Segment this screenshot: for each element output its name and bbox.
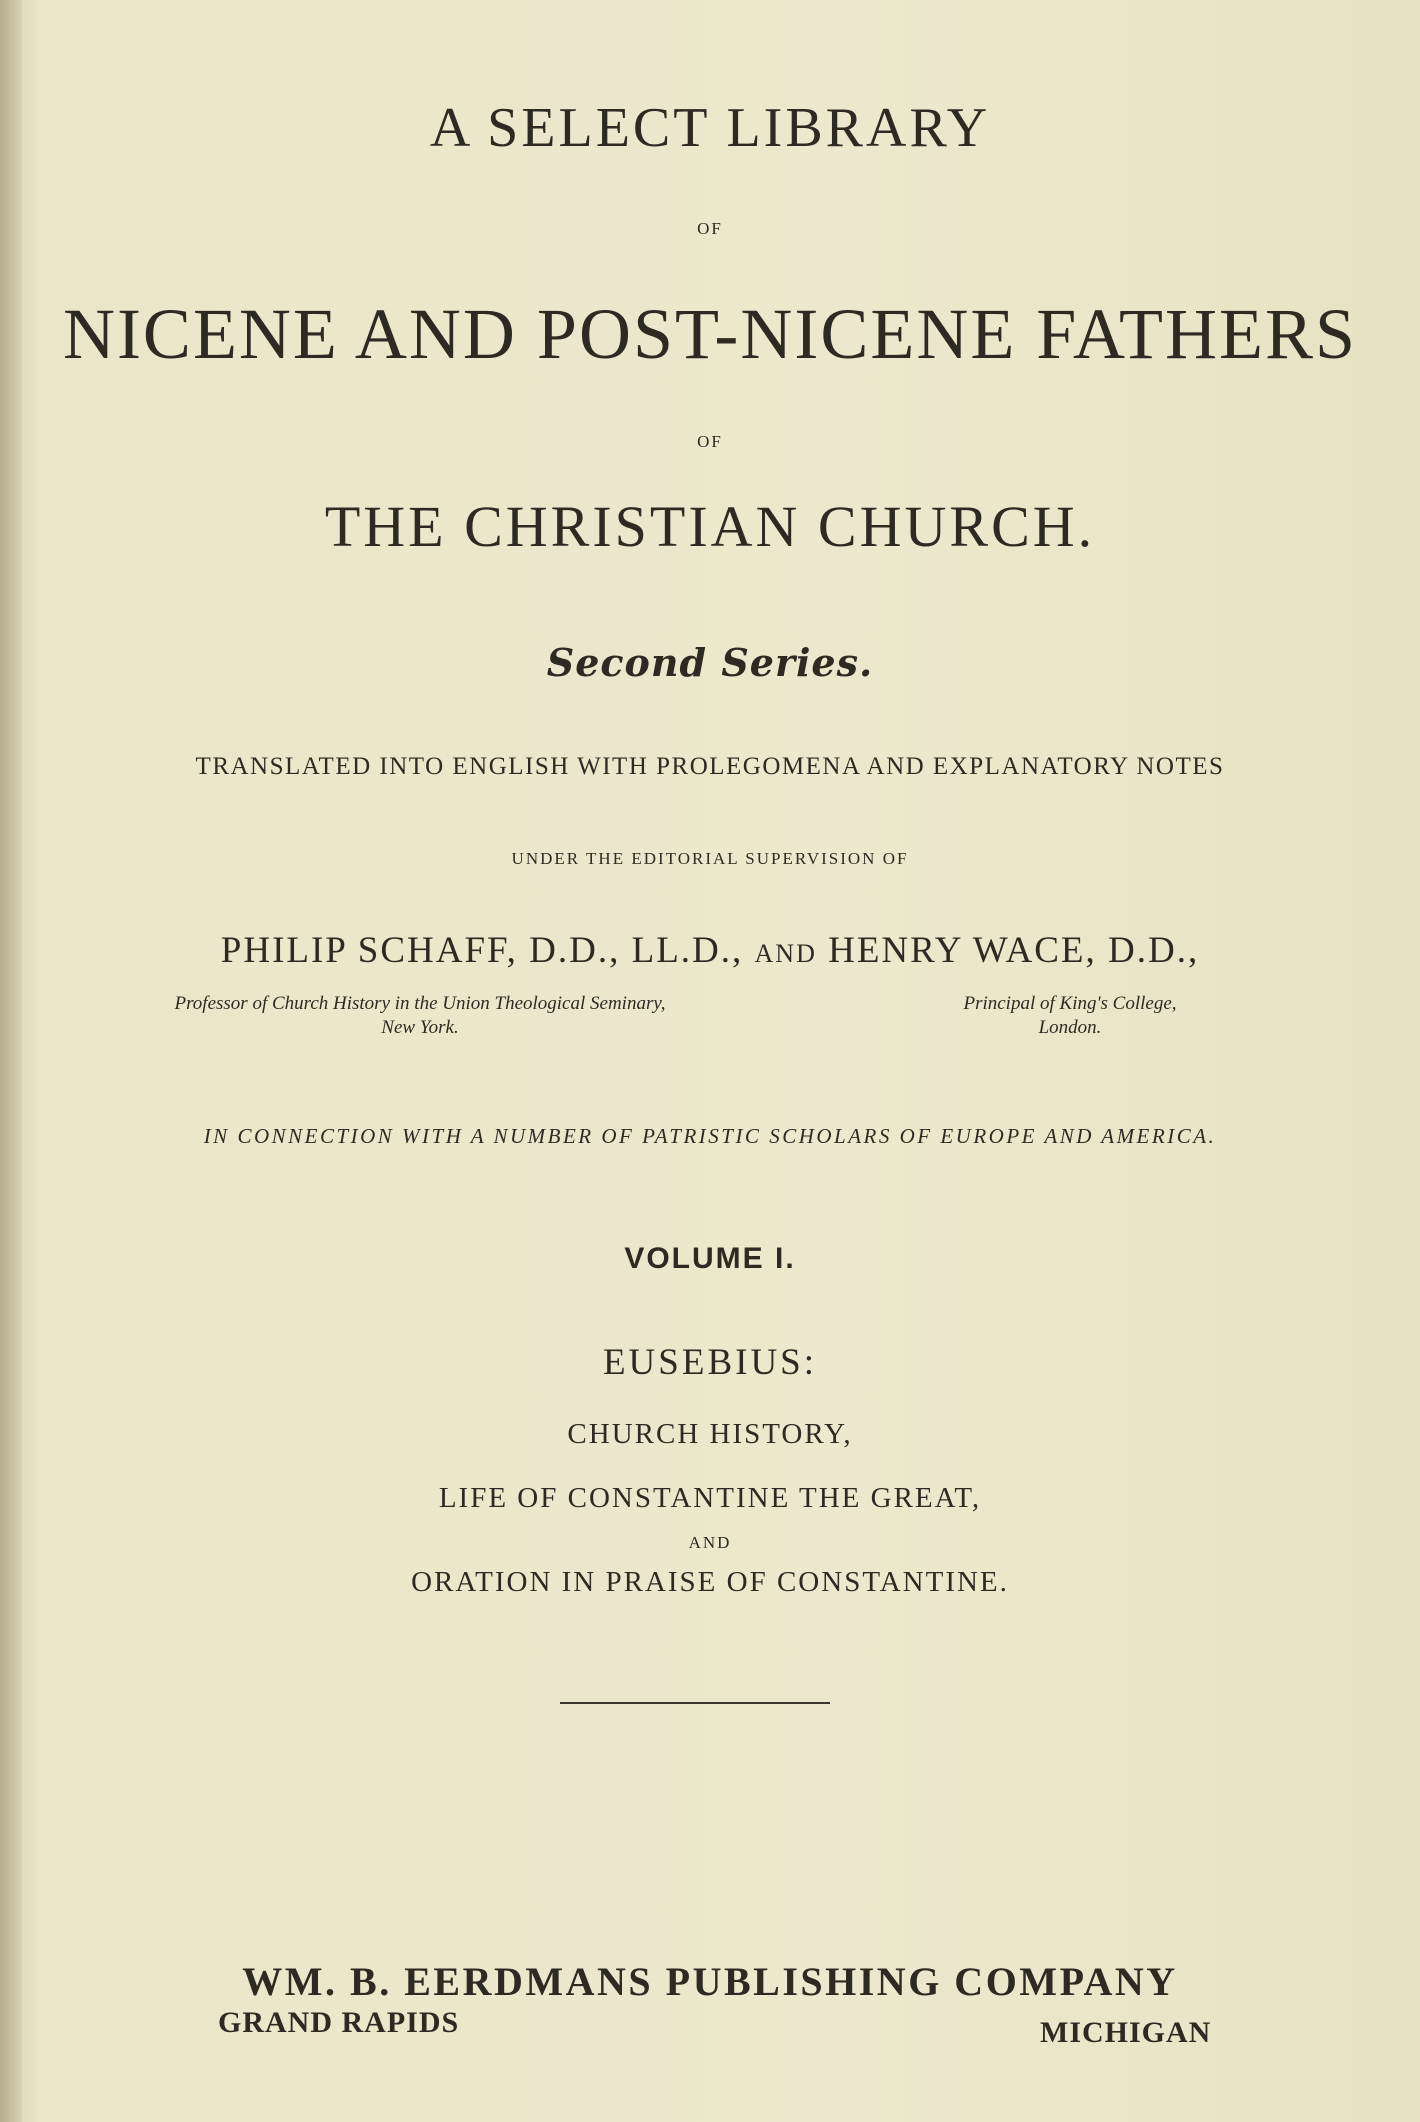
publisher-state: MICHIGAN	[1040, 2016, 1212, 2049]
connector-of-2: OF	[697, 432, 723, 451]
series-title-main: NICENE AND POST-NICENE FATHERS	[62, 294, 1358, 374]
work-title-2: LIFE OF CONSTANTINE THE GREAT,	[438, 1482, 982, 1514]
editors-and: AND	[754, 939, 817, 968]
work-title-1: CHURCH HISTORY,	[567, 1418, 853, 1450]
publisher-name: WM. B. EERDMANS PUBLISHING COMPANY	[242, 1959, 1178, 2004]
divider-rule	[560, 1702, 830, 1704]
series-title-line3: THE CHRISTIAN CHURCH.	[324, 494, 1096, 559]
editor-wace-affiliation	[880, 992, 1260, 1040]
volume-number: VOLUME I.	[624, 1242, 796, 1275]
series-title-line1: A SELECT LIBRARY	[429, 97, 991, 159]
work-title-3: ORATION IN PRAISE OF CONSTANTINE.	[411, 1566, 1009, 1598]
editors-line	[0, 932, 1420, 969]
connection-note: IN CONNECTION WITH A NUMBER OF PATRISTIC SCHOLARS OF EUROPE AND AMERICA.	[203, 1124, 1217, 1148]
editorial-note: UNDER THE EDITORIAL SUPERVISION OF	[511, 849, 909, 868]
affiliation-line: New York.	[381, 1016, 459, 1038]
works-and: AND	[688, 1533, 732, 1552]
affiliation-line: Principal of King's College,	[963, 993, 1177, 1014]
author-name: EUSEBIUS:	[602, 1342, 818, 1383]
affiliation-line: Professor of Church History in the Union Theological Seminary,	[174, 993, 666, 1014]
editor-wace: HENRY WACE, D.D.,	[828, 930, 1200, 971]
translated-note: TRANSLATED INTO ENGLISH WITH PROLEGOMENA AND EXPLANATORY NOTES	[195, 753, 1225, 780]
editor-schaff: PHILIP SCHAFF, D.D., LL.D.,	[220, 930, 744, 971]
affiliation-line: London.	[1038, 1016, 1102, 1038]
editor-schaff-affiliation	[80, 992, 760, 1040]
publisher-city: GRAND RAPIDS	[218, 2006, 460, 2039]
series-designation: Second Series.	[546, 640, 874, 685]
connector-of-1: OF	[697, 219, 723, 238]
